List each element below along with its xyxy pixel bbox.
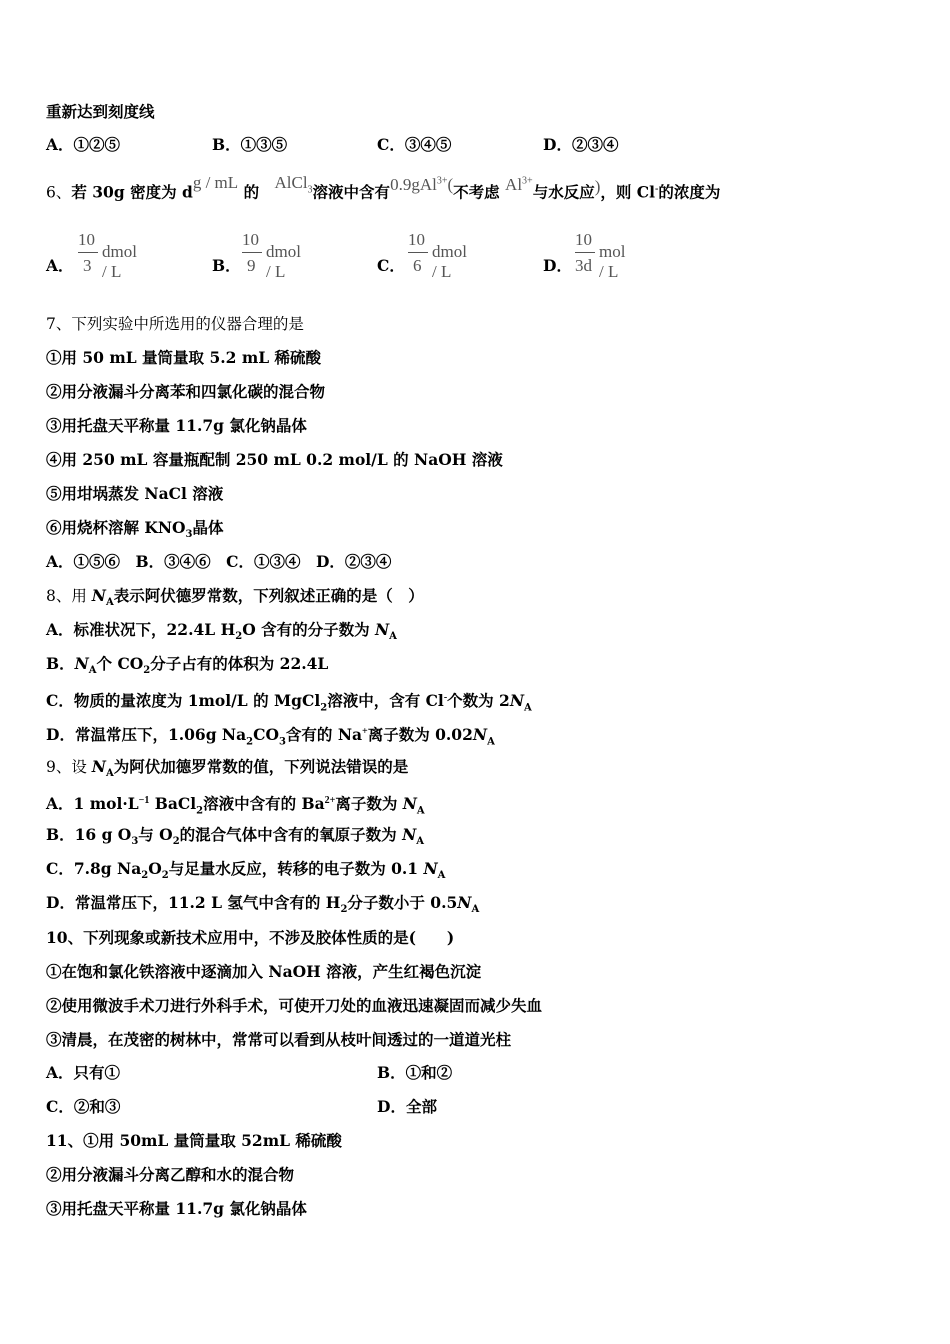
- q10-option-d: D．全部: [377, 1097, 437, 1116]
- prev-option-d: D．②③④: [543, 135, 619, 154]
- q9-option-a: A．1 $mol\cdot L^{-1}$ BaCl$_2$溶液中含有的 $Ba^{2+}$离子数为 $N_A$: [46, 794, 425, 817]
- q8-option-b: B．$N_A$个 $CO_2$分子占有的体积为 22.4L: [46, 654, 329, 677]
- question-11-item-1: 11、①用 50mL 量筒量取 52mL 稀硫酸: [46, 1131, 342, 1150]
- question-6-stem: 6、若 30g 密度为 dg / mL 的 AlCl$_3$溶液中含有0.9gAl$^{3+}$(不考虑 $Al^{3+}$与水反应)，则 Cl-的浓度为: [46, 172, 721, 202]
- q8-option-d: D．常温常压下，1.06g $Na_2CO_3$含有的 Na+离子数为 $0.02N_A$: [46, 725, 495, 748]
- q6-option-b-label: B．: [212, 256, 241, 275]
- question-11-item-2: ②用分液漏斗分离乙醇和水的混合物: [46, 1165, 295, 1184]
- prev-option-a: A．①②⑤: [46, 135, 121, 154]
- q9-option-d: D．常温常压下，11.2 L 氢气中含有的 $H_2$分子数小于 $0.5N_A$: [46, 893, 480, 916]
- q6-option-d-label: D．: [543, 256, 572, 275]
- q10-option-c: C．②和③: [46, 1097, 121, 1116]
- prev-question-tail: 重新达到刻度线: [46, 102, 155, 121]
- question-8-stem: 8、用 $N_A$表示阿伏德罗常数，下列叙述正确的是（ ）: [46, 586, 424, 609]
- q6-option-a-label: A．: [46, 256, 74, 275]
- q8-option-a: A．标准状况下，22.4L $H_2O$ 含有的分子数为 $N_A$: [46, 620, 397, 643]
- q7-item-1: ①用 50 mL 量筒量取 5.2 mL 稀硫酸: [46, 348, 322, 367]
- question-10-stem: 10、下列现象或新技术应用中，不涉及胶体性质的是( ): [46, 928, 455, 947]
- q7-item-6: ⑥用烧杯溶解 $KNO_3$晶体: [46, 518, 224, 541]
- q10-option-a: A．只有①: [46, 1063, 121, 1082]
- q7-answers: A．①⑤⑥ B．③④⑥ C．①③④ D．②③④: [46, 552, 392, 571]
- q10-item-2: ②使用微波手术刀进行外科手术，可使开刀处的血液迅速凝固而减少失血: [46, 996, 543, 1015]
- q9-option-b: B．16 g $O_3$与 $O_2$的混合气体中含有的氧原子数为 $N_A$: [46, 825, 424, 848]
- question-9-stem: 9、设 $N_A$为阿伏加德罗常数的值，下列说法错误的是: [46, 757, 409, 780]
- q7-item-3: ③用托盘天平称量 11.7g 氯化钠晶体: [46, 416, 307, 435]
- q8-option-c: C．物质的量浓度为 1mol/L 的 MgCl$_2$溶液中，含有 Cl-个数为 $2N_A$: [46, 691, 532, 714]
- q6-option-c-label: C．: [377, 256, 405, 275]
- q7-item-4: ④用 250 mL 容量瓶配制 250 mL 0.2 mol/L 的 NaOH 溶液: [46, 450, 503, 469]
- prev-option-b: B．①③⑤: [212, 135, 288, 154]
- q10-item-1: ①在饱和氯化铁溶液中逐滴加入 NaOH 溶液，产生红褐色沉淀: [46, 962, 482, 981]
- question-7-stem: 7、下列实验中所选用的仪器合理的是: [46, 315, 304, 333]
- q7-item-2: ②用分液漏斗分离苯和四氯化碳的混合物: [46, 382, 326, 401]
- q10-item-3: ③清晨，在茂密的树林中，常常可以看到从枝叶间透过的一道道光柱: [46, 1030, 512, 1049]
- q10-option-b: B．①和②: [377, 1063, 453, 1082]
- prev-option-c: C．③④⑤: [377, 135, 452, 154]
- q7-item-5: ⑤用坩埚蒸发 NaCl 溶液: [46, 484, 224, 503]
- q9-option-c: C．7.8g $Na_2O_2$与足量水反应，转移的电子数为 0.1 $N_A$: [46, 859, 446, 882]
- question-11-item-3: ③用托盘天平称量 11.7g 氯化钠晶体: [46, 1199, 307, 1218]
